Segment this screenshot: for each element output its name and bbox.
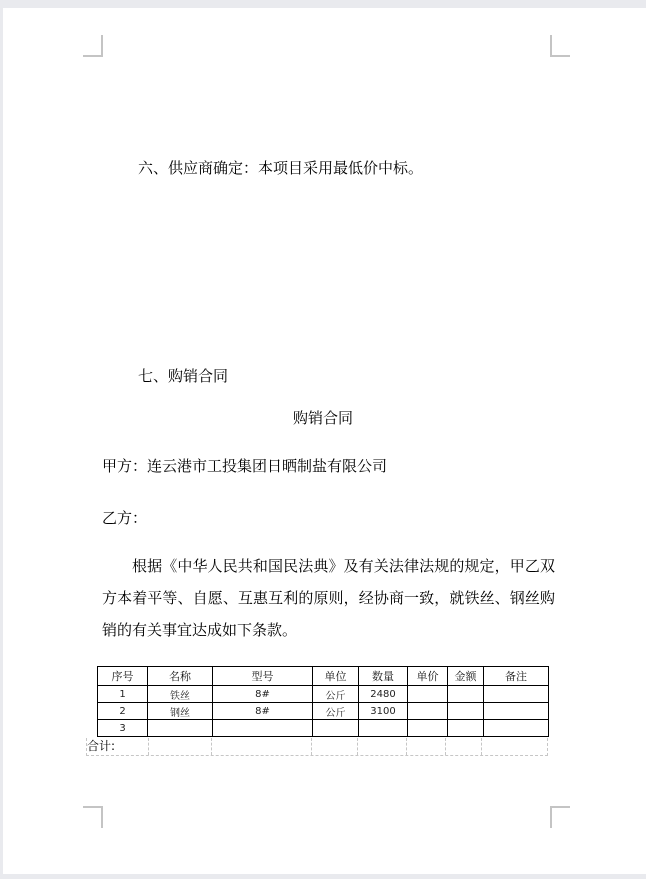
party-b-line: 乙方：: [102, 509, 148, 527]
total-cell: [149, 738, 213, 755]
intro-paragraph: 根据《中华人民共和国民法典》及有关法律法规的规定，甲乙双方本着平等、自愿、互惠互利的原则，经协商一致，就铁丝、钢丝购销的有关事宜达成如下条款。: [102, 557, 555, 639]
header-cell-amount: 金额: [448, 667, 484, 686]
total-label: 合计:: [87, 738, 149, 755]
header-cell-seq: 序号: [98, 667, 148, 686]
crop-mark-bottom-right: [550, 806, 570, 828]
cell: [484, 720, 549, 737]
table-row: [98, 703, 549, 720]
party-a-line: 甲方：连云港市工投集团日晒制盐有限公司: [102, 457, 388, 475]
section-6-heading: 六、供应商确定：本项目采用最低价中标。: [138, 159, 424, 177]
header-cell-name: 名称: [148, 667, 213, 686]
total-cell: [312, 738, 358, 755]
cell: 钢丝: [148, 703, 213, 720]
cell: 2: [98, 703, 148, 720]
cell: [448, 720, 484, 737]
cell: 2480: [359, 686, 408, 703]
cell: 公斤: [313, 703, 359, 720]
cell: [359, 720, 408, 737]
table-row: [98, 720, 549, 737]
contract-title: 购销合同: [292, 409, 353, 427]
cell: [448, 686, 484, 703]
cell: [408, 686, 448, 703]
cell: [484, 703, 549, 720]
cell: 公斤: [313, 686, 359, 703]
table-header-row: [98, 667, 549, 686]
total-cell: [446, 738, 482, 755]
total-cell: [407, 738, 447, 755]
cell: 1: [98, 686, 148, 703]
crop-mark-bottom-left: [83, 806, 103, 828]
total-cell: [358, 738, 407, 755]
cell: 铁丝: [148, 686, 213, 703]
header-cell-unit: 单位: [313, 667, 359, 686]
total-cell: [212, 738, 312, 755]
crop-mark-top-left: [83, 35, 103, 57]
header-cell-price: 单价: [408, 667, 448, 686]
cell: [313, 720, 359, 737]
header-cell-remark: 备注: [484, 667, 549, 686]
cell: [484, 686, 549, 703]
crop-mark-top-right: [550, 35, 570, 57]
cell: 3100: [359, 703, 408, 720]
header-cell-model: 型号: [213, 667, 313, 686]
total-cell: [482, 738, 547, 755]
total-row: [86, 738, 548, 756]
cell: [148, 720, 213, 737]
header-cell-qty: 数量: [359, 667, 408, 686]
cell: [408, 720, 448, 737]
items-table: [97, 666, 549, 737]
cell: 8#: [213, 686, 313, 703]
cell: [448, 703, 484, 720]
table-row: [98, 686, 549, 703]
cell: [408, 703, 448, 720]
cell: 8#: [213, 703, 313, 720]
section-7-heading: 七、购销合同: [138, 367, 229, 385]
cell: 3: [98, 720, 148, 737]
cell: [213, 720, 313, 737]
